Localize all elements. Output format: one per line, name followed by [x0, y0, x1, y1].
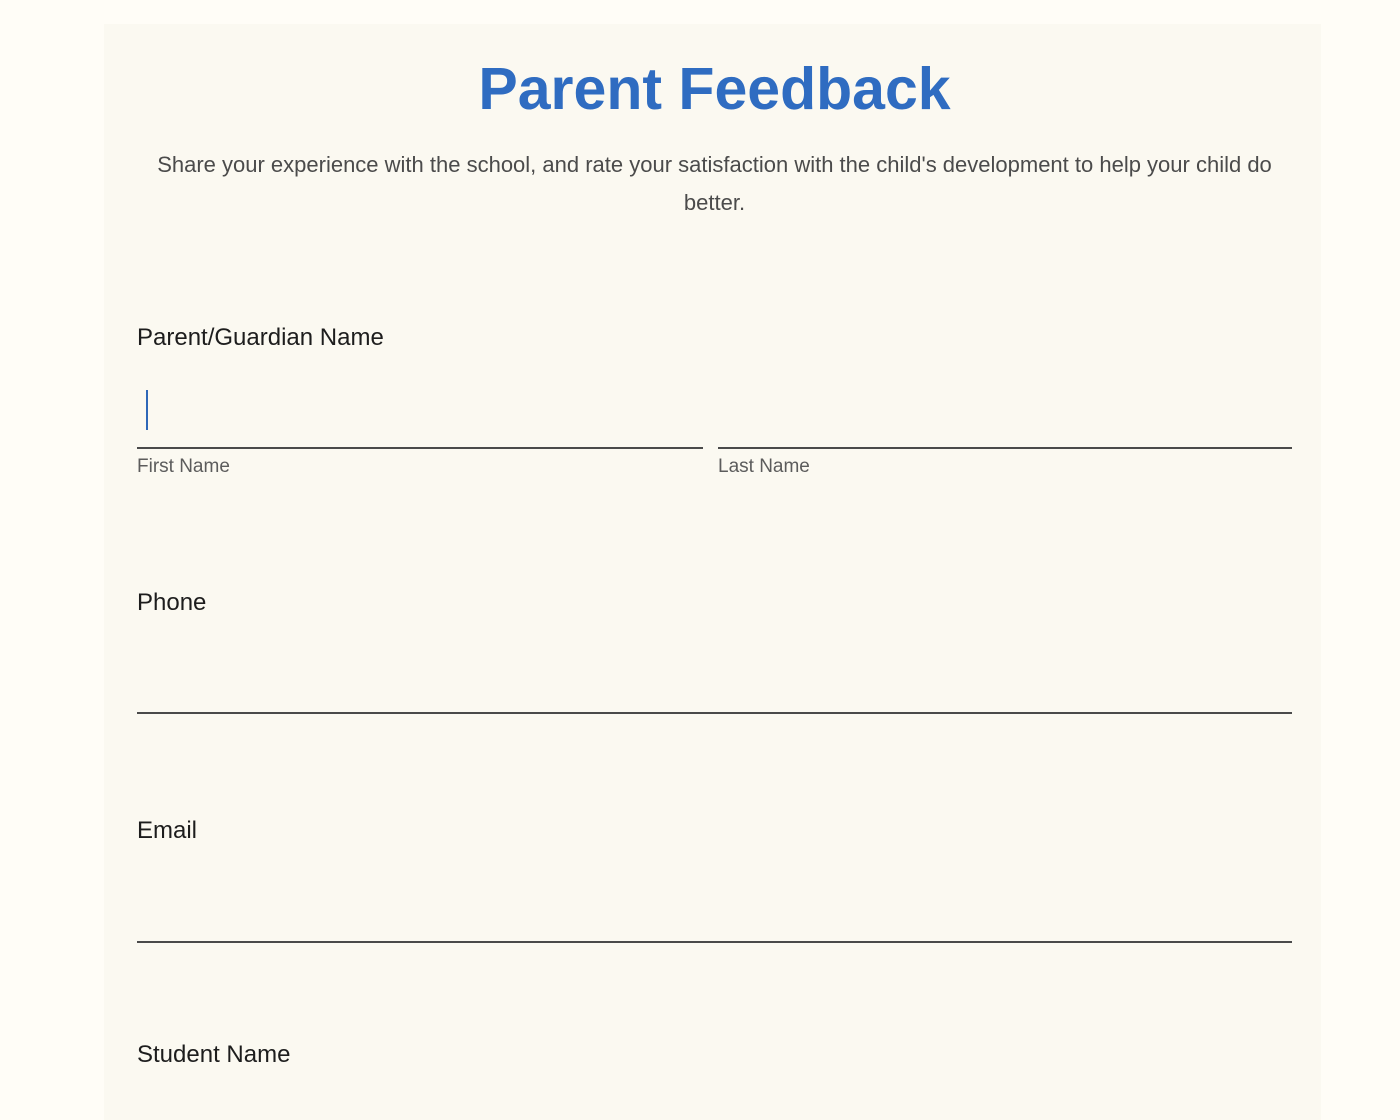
first-name-input[interactable] — [137, 355, 703, 447]
first-name-input-area[interactable] — [137, 355, 703, 449]
last-name-sublabel: Last Name — [718, 456, 810, 477]
email-input[interactable] — [137, 848, 1292, 941]
phone-input-area[interactable] — [137, 620, 1292, 714]
first-name-sublabel: First Name — [137, 456, 230, 477]
field-parent-guardian-name — [137, 321, 1292, 480]
email-input-area[interactable] — [137, 848, 1292, 943]
student-name-input-area[interactable] — [137, 1072, 1292, 1120]
last-name-group — [718, 355, 1292, 480]
parent-guardian-name-label: Parent/Guardian Name — [137, 324, 384, 351]
field-phone — [137, 586, 1292, 714]
field-student-name — [137, 1038, 1292, 1120]
last-name-input-area[interactable] — [718, 355, 1292, 449]
first-name-group — [137, 355, 703, 480]
form-subtitle: Share your experience with the school, and rate your satisfaction with the child's development to help your child do better. — [157, 152, 1272, 215]
email-label: Email — [137, 817, 198, 844]
phone-label: Phone — [137, 589, 207, 616]
form-content — [104, 56, 1321, 1120]
form-card — [104, 24, 1321, 1120]
field-email — [137, 814, 1292, 943]
student-name-input[interactable] — [137, 1072, 1292, 1120]
name-columns — [137, 355, 1292, 480]
phone-input[interactable] — [137, 620, 1292, 712]
form-title: Parent Feedback — [478, 56, 951, 122]
last-name-input[interactable] — [718, 355, 1292, 447]
student-name-label: Student Name — [137, 1041, 291, 1068]
